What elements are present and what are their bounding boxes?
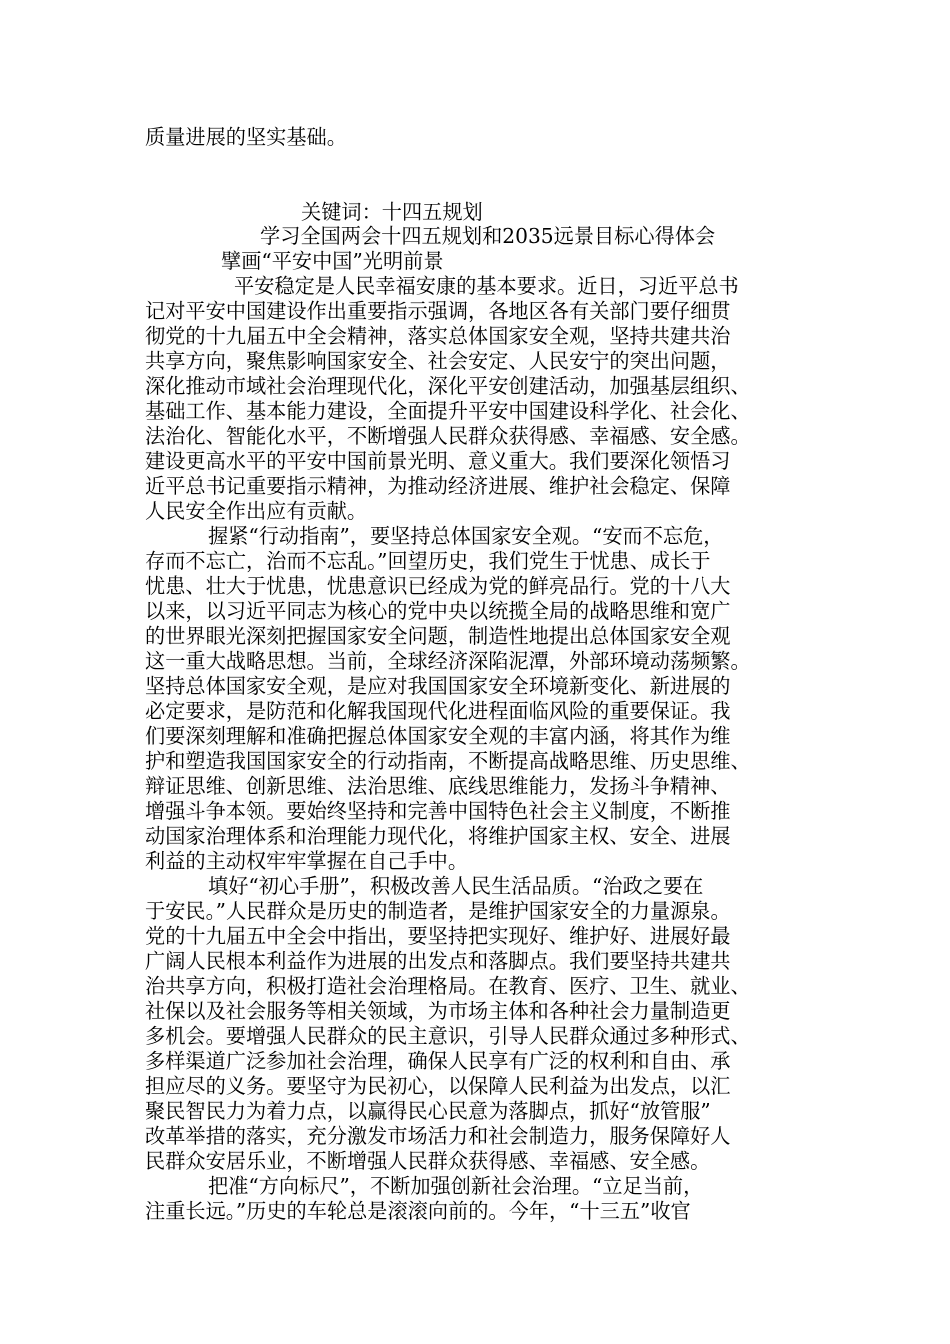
- paragraph-line: 多机会。要增强人民群众的民主意识，引导人民群众通过多种形式、: [145, 1024, 751, 1048]
- paragraph-line: 辩证思维、创新思维、法治思维、底线思维能力，发扬斗争精神、: [145, 774, 731, 798]
- paragraph-line: 基础工作、基本能力建设，全面提升平安中国建设科学化、社会化、: [145, 399, 751, 423]
- paragraph-line: 聚民智民力为着力点，以赢得民心民意为落脚点，抓好“放管服”: [145, 1099, 711, 1123]
- paragraph-line: 这一重大战略思想。当前，全球经济深陷泥潭，外部环境动荡频繁。: [145, 649, 751, 673]
- paragraph-line: 动国家治理体系和治理能力现代化，将维护国家主权、安全、进展: [145, 824, 731, 848]
- paragraph-line: 存而不忘亡，治而不忘乱。”回望历史，我们党生于忧患、成长于: [145, 549, 711, 573]
- paragraph-line: 护和塑造我国国家安全的行动指南，不断提高战略思维、历史思维、: [145, 749, 751, 773]
- paragraph-line: 共享方向，聚焦影响国家安全、社会安定、人民安宁的突出问题，: [145, 349, 731, 373]
- paragraph-line: 改革举措的落实，充分激发市场活力和社会制造力，服务保障好人: [145, 1124, 731, 1148]
- paragraph-line: 把准“方向标尺”，不断加强创新社会治理。“立足当前，: [208, 1174, 704, 1198]
- paragraph-line: 注重长远。”历史的车轮总是滚滚向前的。今年，“十三五”收官: [145, 1199, 691, 1223]
- paragraph-line: 平安稳定是人民幸福安康的基本要求。近日，习近平总书: [234, 274, 739, 298]
- paragraph-line: 的世界眼光深刻把握国家安全问题，制造性地提出总体国家安全观: [145, 624, 731, 648]
- paragraph-line: 必定要求，是防范和化解我国现代化进程面临风险的重要保证。我: [145, 699, 731, 723]
- paragraph-line: 近平总书记重要指示精神，为推动经济进展、维护社会稳定、保障: [145, 474, 731, 498]
- paragraph-line: 记对平安中国建设作出重要指示强调，各地区各有关部门要仔细贯: [145, 299, 731, 323]
- paragraph-line: 人民安全作出应有贡献。: [145, 499, 368, 523]
- paragraph-line: 担应尽的义务。要坚守为民初心，以保障人民利益为出发点，以汇: [145, 1074, 731, 1098]
- intro-tail-line: 质量进展的坚实基础。: [145, 125, 347, 149]
- paragraph-line: 以来，以习近平同志为核心的党中央以统揽全局的战略思维和宽广: [145, 599, 731, 623]
- paragraph-line: 民群众安居乐业，不断增强人民群众获得感、幸福感、安全感。: [145, 1149, 711, 1173]
- paragraph-line: 深化推动市域社会治理现代化，深化平安创建活动，加强基层组织、: [145, 374, 751, 398]
- paragraph-line: 于安民。”人民群众是历史的制造者，是维护国家安全的力量源泉。: [145, 899, 731, 923]
- paragraph-line: 坚持总体国家安全观，是应对我国国家安全环境新变化、新进展的: [145, 674, 731, 698]
- paragraph-line: 们要深刻理解和准确把握总体国家安全观的丰富内涵，将其作为维: [145, 724, 731, 748]
- paragraph-line: 增强斗争本领。要始终坚持和完善中国特色社会主义制度，不断推: [145, 799, 731, 823]
- paragraph-line: 忧患、壮大于忧患，忧患意识已经成为党的鲜亮品行。党的十八大: [145, 574, 731, 598]
- paragraph-line: 社保以及社会服务等相关领域，为市场主体和各种社会力量制造更: [145, 999, 731, 1023]
- paragraph-line: 彻党的十九届五中全会精神，落实总体国家安全观，坚持共建共治: [145, 324, 731, 348]
- document-subtitle: 擘画“平安中国”光明前景: [221, 249, 444, 273]
- paragraph-line: 多样渠道广泛参加社会治理，确保人民享有广泛的权利和自由、承: [145, 1049, 731, 1073]
- paragraph-line: 广阔人民根本利益作为进展的出发点和落脚点。我们要坚持共建共: [145, 949, 731, 973]
- paragraph-line: 法治化、智能化水平，不断增强人民群众获得感、幸福感、安全感。: [145, 424, 751, 448]
- paragraph-line: 党的十九届五中全会中指出，要坚持把实现好、维护好、进展好最: [145, 924, 731, 948]
- paragraph-line: 利益的主动权牢牢掌握在自己手中。: [145, 849, 469, 873]
- paragraph-line: 治共享方向，积极打造社会治理格局。在教育、医疗、卫生、就业、: [145, 974, 751, 998]
- paragraph-line: 建设更高水平的平安中国前景光明、意义重大。我们要深化领悟习: [145, 449, 731, 473]
- keywords-line: 关键词：十四五规划: [301, 200, 483, 224]
- document-title: 学习全国两会十四五规划和2035远景目标心得体会: [260, 224, 716, 248]
- paragraph-line: 握紧“行动指南”，要坚持总体国家安全观。“安而不忘危，: [208, 524, 724, 548]
- paragraph-line: 填好“初心手册”，积极改善人民生活品质。“治政之要在: [208, 874, 704, 898]
